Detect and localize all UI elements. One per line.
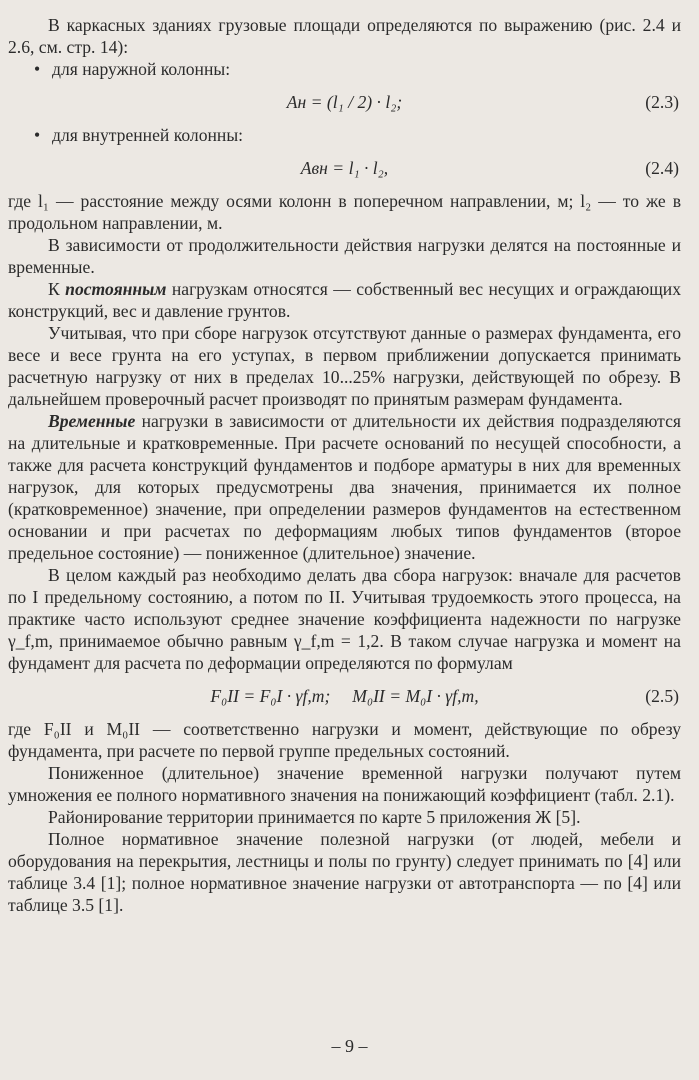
formula-2-4-expression: Aвн = l₁ · l₂, <box>300 158 389 178</box>
temporary-term: Временные <box>48 411 136 431</box>
paragraph-full-value: Полное нормативное значение полезной нагрузки (от людей, мебели и оборудования на перекрытия, лестницы и полы по грунту) следует принимать по [4] или таблице 3.4 [1]; полное нормативное значение нагрузки от автотранспорта — по [4] или таблице 3.5 [1]. <box>8 829 681 915</box>
paragraph-two-collections: В целом каждый раз необходимо делать два сбора нагрузок: вначале для расчетов по I предельному состоянию, а потом по II. Учитывая трудоемкость этого процесса, на практике часто используют среднее значение коэффициента надежности по нагрузке γ_f,m, принимаемое обычно равным γ_f,m = 1,2. В таком случае нагрузка и момент на фундамент для расчета по деформации определяются по формулам <box>8 565 681 673</box>
formula-2-5-expression: F₀II = F₀I · γf,m; M₀II = M₀I · γf,m, <box>210 686 479 706</box>
temporary-text: нагрузки в зависимости от длительности их действия подразделяются на длительные и кратковременные. При расчете оснований по несущей способности, а также для расчета конструкций фундаментов и подборе арматуры в них для временных нагрузок, для которых предусмотрены два значения, принимается их полное (кратковременное) значение, при определении размеров фундаментов на естественном основании и при расчетах по деформациям любых типов фундаментов (второе предельное состояние) — пониженное (длительное) значение. <box>8 411 681 563</box>
page-number: – 9 – <box>331 1036 368 1056</box>
constant-prefix: К <box>48 279 66 299</box>
paragraph-considering: Учитывая, что при сборе нагрузок отсутствуют данные о размерах фундамента, его весе и весе грунта на его уступах, в первом приближении допускается принимать расчетную нагрузку от них в пределах 10...25% нагрузки, действующей по обрезу. В дальнейшем проверочный расчет производят по принятым размерам фундамента. <box>8 323 681 409</box>
formula-2-3-number: (2.3) <box>645 92 679 112</box>
formula-2-4-number: (2.4) <box>645 158 679 178</box>
paragraph-constant-loads <box>8 278 681 322</box>
paragraph-where-f: где F₀II и M₀II — соответственно нагрузки и момент, действующие по обрезу фундамента, при расчете по первой группе предельных состояний. <box>8 719 681 761</box>
paragraph-duration: В зависимости от продолжительности действия нагрузки делятся на постоянные и временные. <box>8 235 681 277</box>
constant-term: постоянным <box>65 279 167 299</box>
constant-text: нагрузкам относятся — собственный вес несущих и ограждающих конструкций, вес и давление грунтов. <box>8 279 681 321</box>
bullet-dot: • <box>34 125 41 145</box>
bullet-inner-text: для внутренней колонны: <box>52 125 244 145</box>
paragraph-zoning: Районирование территории принимается по карте 5 приложения Ж [5]. <box>48 807 581 827</box>
bullet-outer-column <box>8 58 681 80</box>
bullet-inner-column <box>8 124 681 146</box>
formula-2-3-expression: Aн = (l₁ / 2) · l₂; <box>286 92 403 112</box>
paragraph-intro: В каркасных зданиях грузовые площади определяются по выражению (рис. 2.4 и 2.6, см. стр. 14): <box>8 15 681 57</box>
bullet-dot: • <box>34 59 41 79</box>
formula-2-3 <box>8 80 681 124</box>
paragraph-temporary-loads <box>8 410 681 564</box>
paragraph-reduced-value: Пониженное (длительное) значение временной нагрузки получают путем умножения ее полного нормативного значения на понижающий коэффициент (табл. 2.1). <box>8 763 681 805</box>
formula-2-5 <box>8 674 681 718</box>
formula-2-4 <box>8 146 681 190</box>
bullet-outer-text: для наружной колонны: <box>52 59 231 79</box>
formula-2-5-number: (2.5) <box>645 686 679 706</box>
paragraph-where-l: где l₁ — расстояние между осями колонн в поперечном направлении, м; l₂ — то же в продольном направлении, м. <box>8 191 681 233</box>
